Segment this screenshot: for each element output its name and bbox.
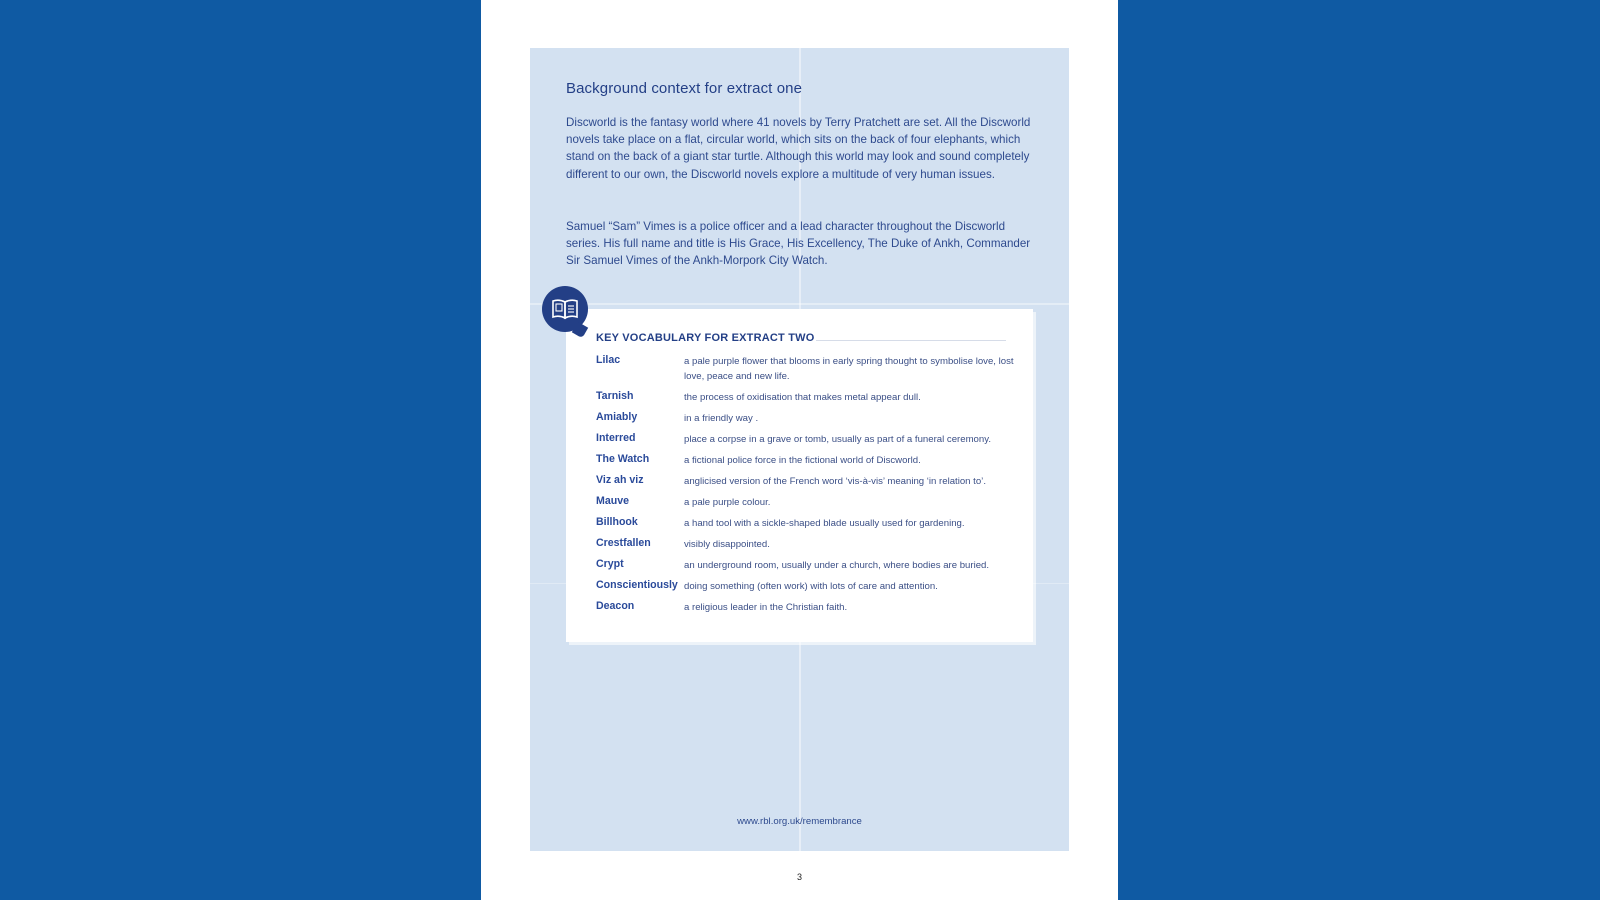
vocabulary-term: Tarnish (596, 390, 634, 402)
vocabulary-definition: a religious leader in the Christian faith. (684, 602, 848, 613)
vocabulary-term: Viz ah viz (596, 474, 644, 486)
vocabulary-definition: visibly disappointed. (684, 539, 770, 550)
vocabulary-definition: in a friendly way . (684, 413, 759, 424)
vocabulary-row (596, 474, 1016, 489)
context-paragraph-1: Discworld is the fantasy world where 41 novels by Terry Pratchett are set. All the Discworld novels take place on a flat, circular world, which sits on the back of four elephants, which stand on the back of a giant star turtle. Although this world may look and sound completely different to our own, the Discworld novels explore a multitude of very human issues. (566, 116, 1031, 181)
footer-url[interactable]: www.rbl.org.uk/remembrance (737, 816, 862, 827)
vocabulary-definition: a pale purple colour. (684, 497, 771, 508)
vocabulary-heading: KEY VOCABULARY FOR EXTRACT TWO (596, 332, 815, 344)
vocabulary-row (596, 537, 1016, 552)
vocabulary-term: Mauve (596, 495, 629, 507)
vocabulary-term: Amiably (596, 411, 638, 423)
vocabulary-term: Interred (596, 432, 636, 444)
document-page (481, 0, 1118, 900)
vocabulary-row (596, 558, 1016, 573)
vocabulary-term: Crypt (596, 558, 624, 570)
vocabulary-definition: a hand tool with a sickle-shaped blade usually used for gardening. (684, 518, 965, 529)
vocabulary-row (596, 432, 1016, 447)
vocabulary-definition: place a corpse in a grave or tomb, usually as part of a funeral ceremony. (684, 434, 991, 445)
vocabulary-term: Deacon (596, 600, 635, 612)
vocabulary-definition: doing something (often work) with lots of care and attention. (684, 581, 938, 592)
vocabulary-row (596, 453, 1016, 468)
page-number: 3 (796, 872, 802, 882)
vocabulary-card (566, 309, 1033, 642)
vocabulary-row (596, 354, 1016, 384)
vocabulary-list (596, 354, 1016, 621)
heading-rule (816, 340, 1006, 341)
vocabulary-term: Conscientiously (596, 579, 678, 591)
vocabulary-row (596, 495, 1016, 510)
content-panel (530, 48, 1069, 851)
vocabulary-row (596, 516, 1016, 531)
vocabulary-term: Billhook (596, 516, 638, 528)
context-paragraph-2: Samuel “Sam” Vimes is a police officer and a lead character throughout the Discworld series. His full name and title is His Grace, His Excellency, The Duke of Ankh, Commander Sir Samuel Vimes of the Ankh-Morpork City Watch. (566, 220, 1031, 268)
book-icon (542, 286, 588, 332)
fold-line-horizontal (530, 303, 1069, 305)
vocabulary-definition: anglicised version of the French word ‘vis-à-vis’ meaning ‘in relation to’. (684, 476, 986, 487)
vocabulary-term: The Watch (596, 453, 650, 465)
vocabulary-row (596, 579, 1016, 594)
vocabulary-term: Lilac (596, 354, 621, 366)
vocabulary-definition: a fictional police force in the fictional world of Discworld. (684, 455, 921, 466)
vocabulary-row (596, 600, 1016, 615)
vocabulary-definition: the process of oxidisation that makes metal appear dull. (684, 392, 921, 403)
vocabulary-definition: a pale purple flower that blooms in early spring thought to symbolise love, lost love, peace and new life. (684, 356, 1014, 382)
vocabulary-definition: an underground room, usually under a church, where bodies are buried. (684, 560, 990, 571)
vocabulary-row (596, 411, 1016, 426)
section-title: Background context for extract one (566, 80, 803, 97)
vocabulary-row (596, 390, 1016, 405)
vocabulary-term: Crestfallen (596, 537, 651, 549)
